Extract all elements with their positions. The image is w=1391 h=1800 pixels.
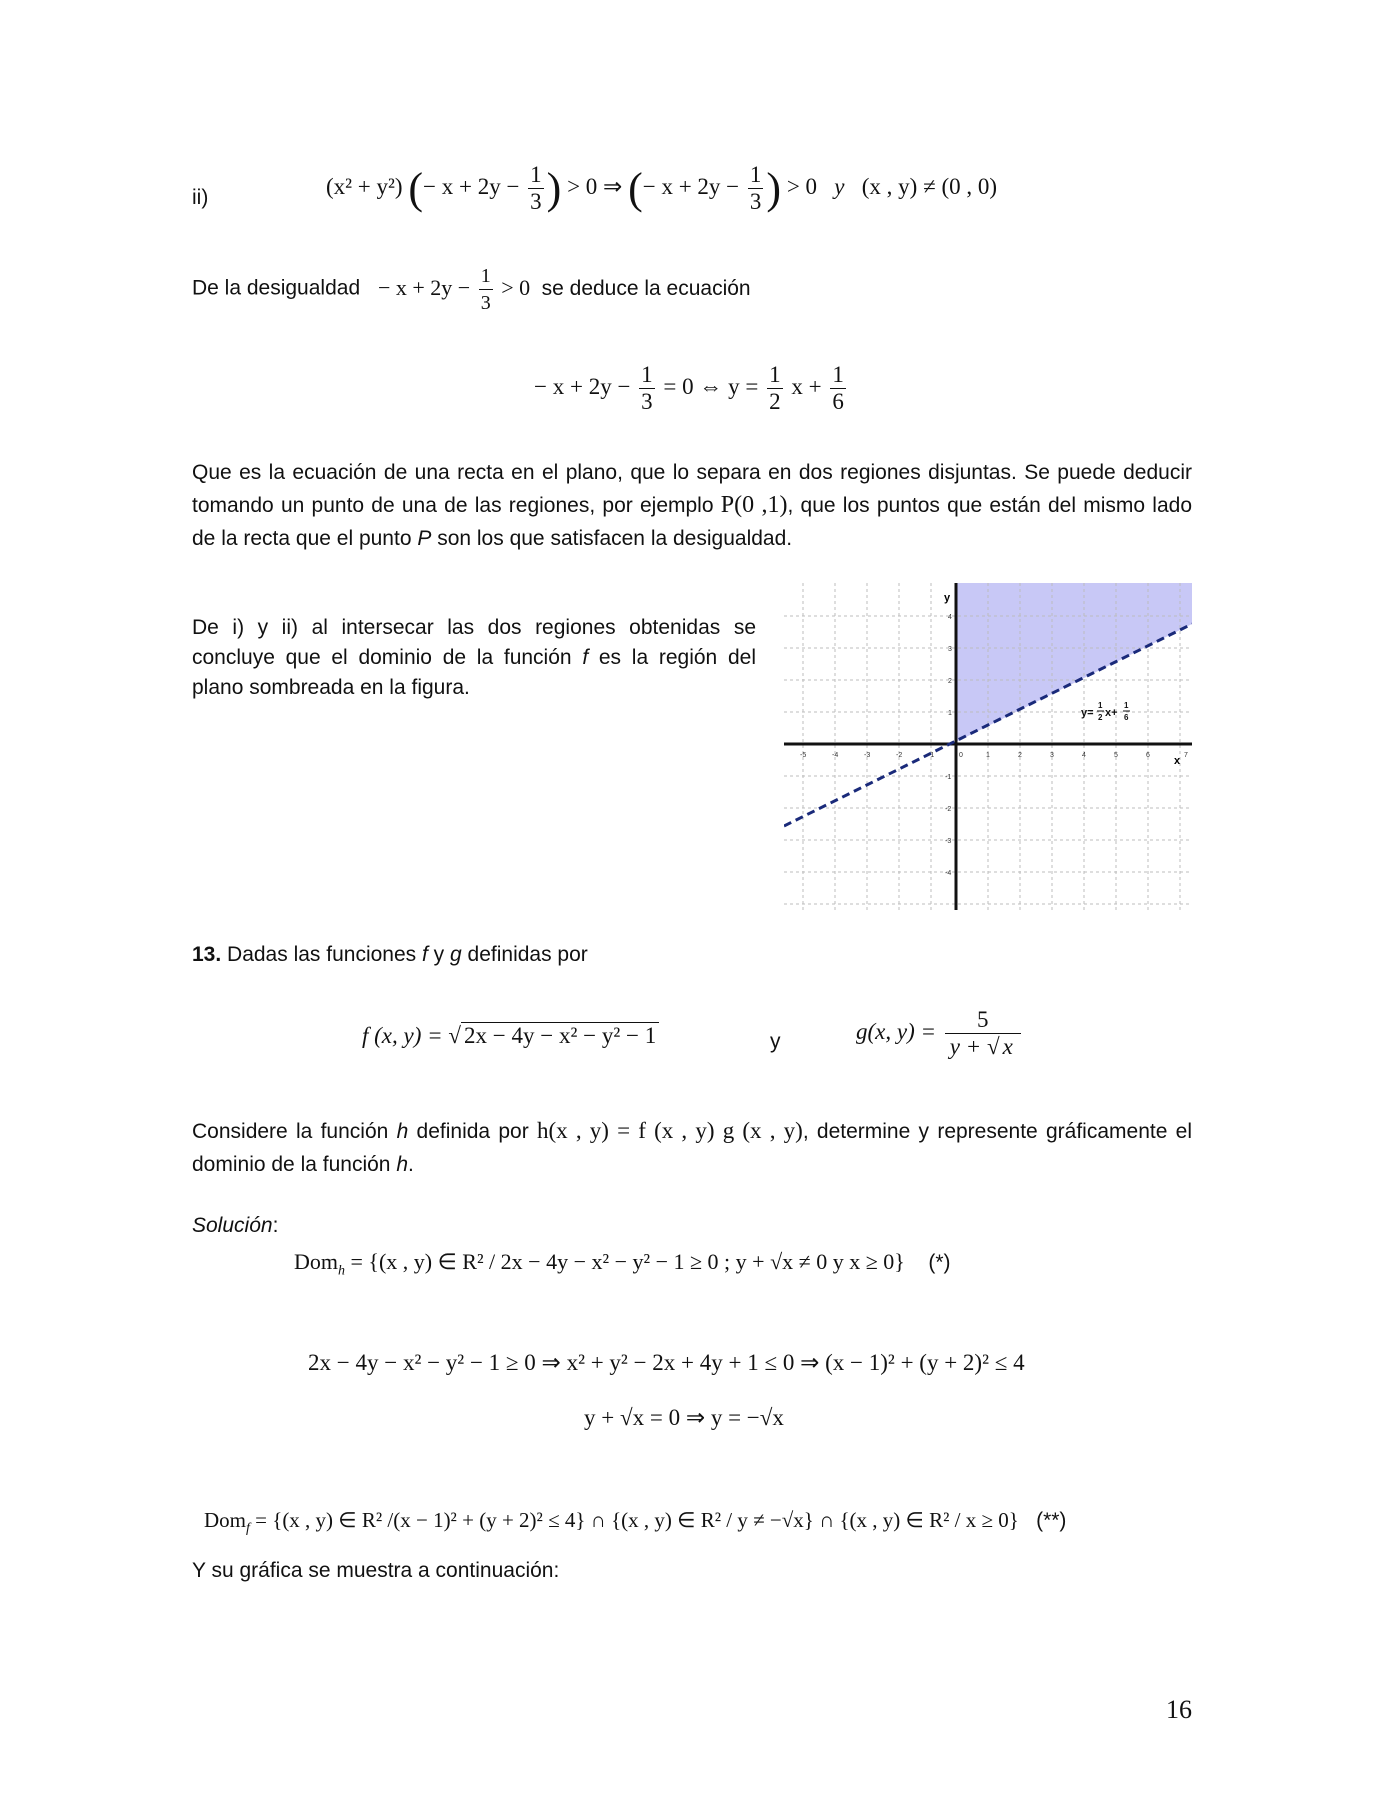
dom-f-expression: Dom$_f$ = {(x , y) ∈ R² /(x − 1)² + (y + 2)² ≤ 4} ∩ {(x , y) ∈ R² / y ≠ −√x} ∩ {(x , y) ∈ R² / x ≥ 0} (**) [204,1508,1067,1537]
y-tick: 2 [948,678,952,685]
page-number: 16 [1166,1695,1192,1724]
x-tick: 0 [959,752,963,759]
problem-13-statement: 13. Dadas las funciones f y g definidas por [192,943,588,966]
part-ii-expression: (x² + y²) (− x + 2y − $\frac{1}{3}$ ) > 0 ⇒ (− x + 2y − $\frac{1}{3}$ ) > 0 y (x , y) ≠ (0 , 0) [326,162,998,214]
closing-sentence: Y su gráfica se muestra a continuación: [192,1559,560,1582]
svg-text:1: 1 [1098,701,1103,710]
y-tick: 3 [948,646,952,653]
y-tick: 1 [948,710,952,717]
g-definition: g(x, y) = $\frac{5}{y + √ x}$ [856,1007,1024,1060]
svg-text:1: 1 [1124,701,1129,710]
x-axis-label: x [1174,755,1181,767]
y-tick: 4 [948,614,952,621]
domain-graph [784,583,1192,910]
x-tick: -5 [800,752,807,759]
svg-text:2: 2 [1098,713,1103,722]
derivation-line-1: 2x − 4y − x² − y² − 1 ≥ 0 ⇒ x² + y² − 2x + 4y + 1 ≤ 0 ⇒ (x − 1)² + (y + 2)² ≤ 4 [308,1350,1025,1375]
x-tick: 1 [986,752,990,759]
desigualdad-line: De la desigualdad − x + 2y − $\frac{1}{3}$ > 0 se deduce la ecuación [192,265,751,314]
line-equation: − x + 2y − $\frac{1}{3}$ = 0 ⇔ y = $\frac{1}{2}$ x + $\frac{1}{6}$ [534,362,844,414]
shaded-region [956,583,1192,742]
derivation-line-2: y + √x = 0 ⇒ y = −√x [584,1405,784,1430]
x-tick: 7 [1184,752,1188,759]
y-tick: -2 [945,806,952,813]
x-tick: 2 [1018,752,1022,759]
x-tick: 6 [1146,752,1150,759]
x-tick: -3 [864,752,871,759]
x-tick: -1 [928,752,935,759]
svg-text:6: 6 [1124,713,1129,722]
paragraph-dominio: De i) y ii) al intersecar las dos regiones obtenidas se concluye que el dominio de la función f es la región del plano sombreada en la figura. [192,616,756,699]
x-tick: -2 [896,752,903,759]
x-tick: 5 [1114,752,1118,759]
y-axis-label: y [944,592,951,604]
sum-of-squares: (x² + y²) [326,173,403,199]
and-connector: y [770,1030,781,1053]
y-tick: -4 [945,870,952,877]
consider-paragraph: Considere la función h definida por h(x , y) = f (x , y) g (x , y), determine y represente gráficamente el dominio de la función h. [192,1118,1192,1176]
paragraph-recta: Que es la ecuación de una recta en el plano, que lo separa en dos regiones disjuntas. Se puede deducir tomando un punto de una de las regiones, por ejemplo P(0 ,1), que los puntos que están del mismo lado de la recta que el punto P son los que satisfacen la desigualdad. [192,461,1193,550]
y-tick: -1 [945,774,952,781]
problem-number: 13. [192,943,222,966]
x-tick: -4 [832,752,839,759]
solucion-label: Solución: [192,1214,279,1237]
svg-text:y=: y= [1081,707,1094,719]
pair-condition: (x , y) ≠ (0 , 0) [861,173,998,199]
x-tick: 4 [1082,752,1086,759]
x-tick: 3 [1050,752,1054,759]
f-definition: f (x, y) = √ 2x − 4y − x² − y² − 1 [362,1023,659,1049]
part-ii-label: ii) [192,186,209,209]
dom-h-expression: Dom$_h$ = {(x , y) ∈ R² / 2x − 4y − x² − y² − 1 ≥ 0 ; y + √x ≠ 0 y x ≥ 0} (*) [294,1249,951,1279]
svg-text:x+: x+ [1105,707,1118,719]
y-tick: -3 [945,838,952,845]
